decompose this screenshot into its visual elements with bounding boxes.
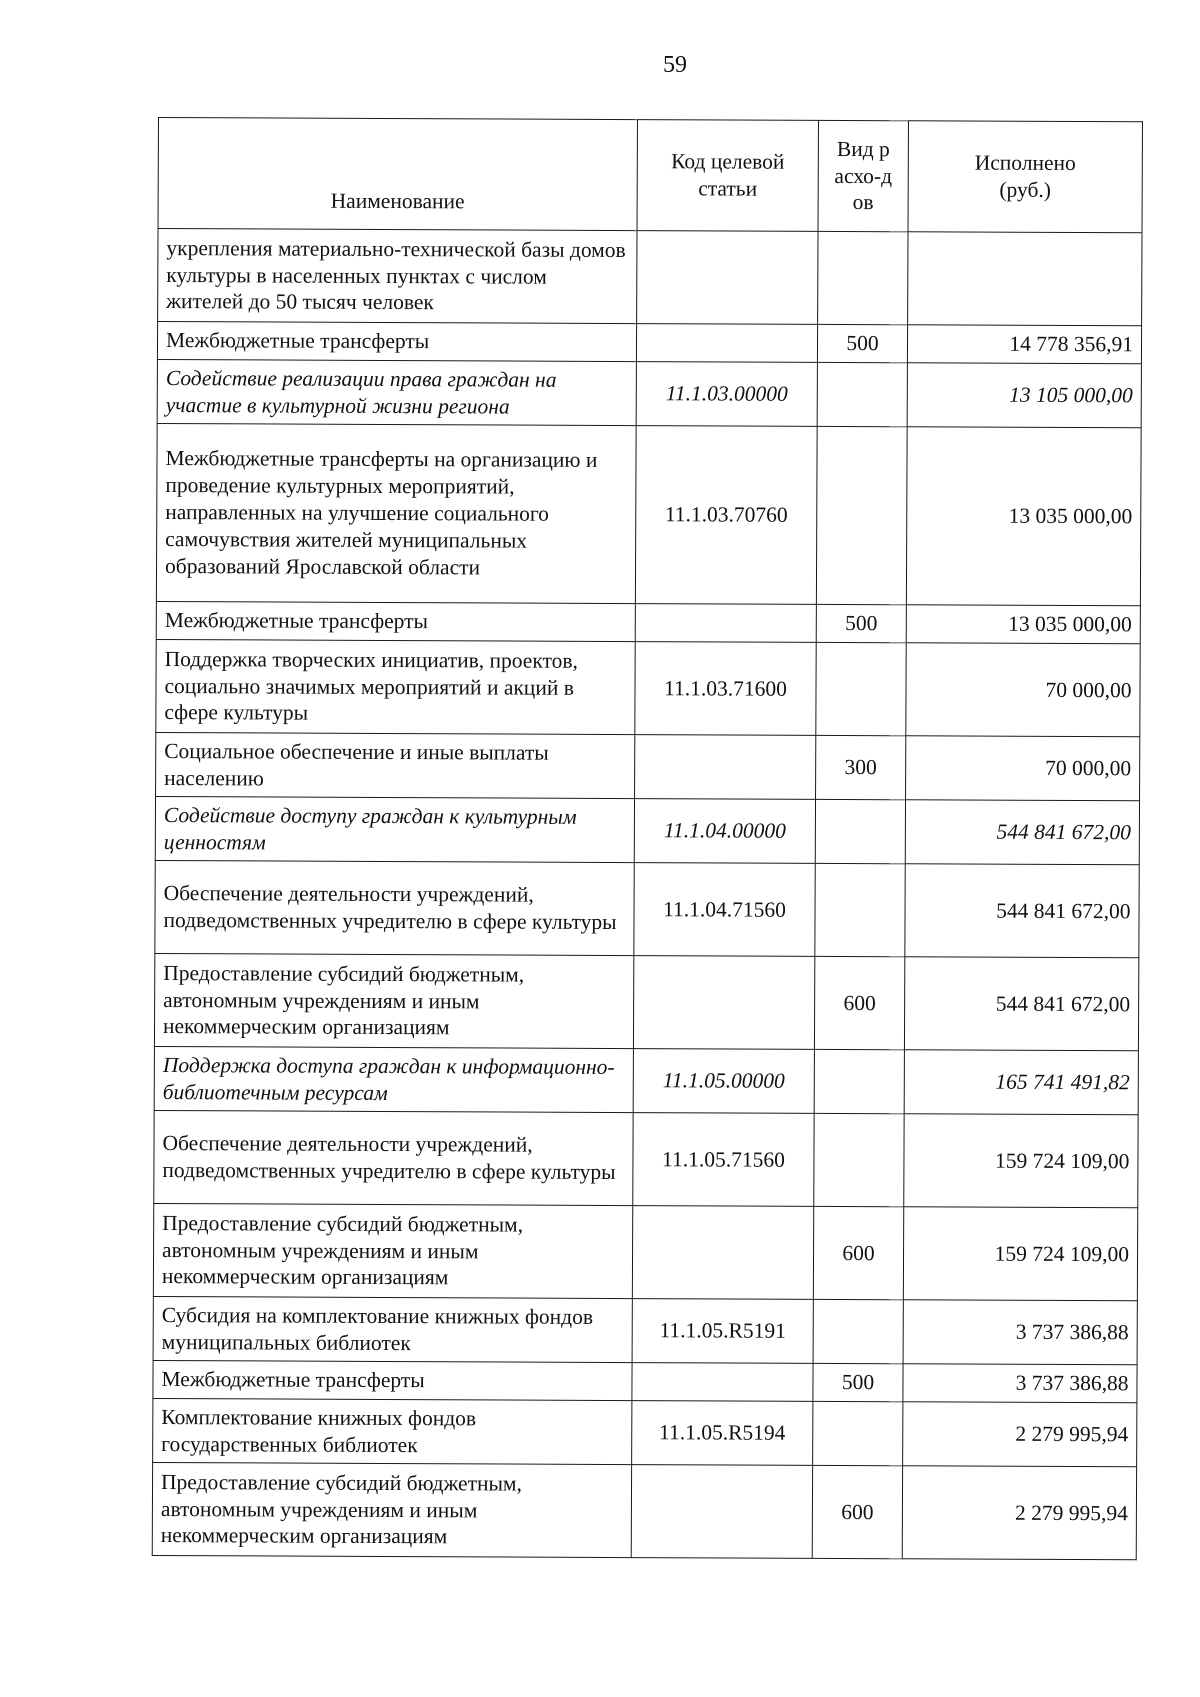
cell-sum: 13 035 000,00 [906, 427, 1141, 606]
cell-name: Поддержка творческих инициатив, проектов, социально значимых мероприятий и акций в сфере культуры [156, 639, 635, 734]
table-row [153, 1203, 1137, 1300]
table-row [155, 860, 1139, 957]
header-code [637, 120, 818, 232]
cell-name: Межбюджетные трансферты [156, 601, 635, 641]
cell-sum [908, 232, 1142, 326]
cell-name: Предоставление субсидий бюджетным, автономным учреждениям и иным некоммерческим организациям [154, 953, 633, 1048]
cell-code [632, 1363, 813, 1402]
cell-sum: 2 279 995,94 [902, 1466, 1136, 1560]
cell-code: 11.1.03.70760 [635, 426, 817, 605]
cell-code: 11.1.04.71560 [634, 863, 815, 957]
cell-code [637, 231, 818, 325]
cell-sum: 13 035 000,00 [906, 605, 1140, 644]
cell-type [815, 799, 905, 863]
cell-name: Комплектование книжных фондов государственных библиотек [153, 1398, 632, 1464]
budget-execution-table [152, 117, 1143, 1560]
cell-type [815, 863, 905, 956]
cell-code [636, 324, 817, 363]
cell-sum: 544 841 672,00 [904, 957, 1138, 1051]
cell-type: 500 [817, 324, 907, 362]
table-row [153, 1296, 1137, 1364]
table-row [156, 601, 1140, 643]
cell-sum: 2 279 995,94 [903, 1402, 1137, 1467]
cell-code: 11.1.03.00000 [636, 362, 817, 427]
cell-code [635, 735, 816, 800]
header-code-text: Код целевой статьи [671, 149, 785, 201]
cell-code: 11.1.05.71560 [633, 1113, 814, 1207]
cell-name: Обеспечение деятельности учреждений, подведомственных учредителю в сфере культуры [154, 1110, 633, 1205]
cell-type [817, 362, 907, 426]
cell-sum: 544 841 672,00 [905, 800, 1139, 865]
cell-name: Межбюджетные трансферты [153, 1360, 632, 1400]
cell-sum: 70 000,00 [906, 643, 1140, 737]
cell-type: 500 [816, 604, 906, 642]
page-number: 59 [663, 52, 687, 78]
header-sum-text: Исполнено (руб.) [974, 150, 1076, 202]
cell-type: 600 [814, 956, 904, 1049]
table-row [156, 639, 1140, 736]
table-row [153, 1398, 1137, 1466]
cell-sum: 3 737 386,88 [903, 1300, 1137, 1365]
cell-code: 11.1.04.00000 [634, 799, 815, 864]
cell-type: 600 [813, 1206, 903, 1299]
cell-code: 11.1.05.R5191 [632, 1299, 813, 1364]
cell-sum: 70 000,00 [906, 736, 1140, 801]
cell-sum: 159 724 109,00 [904, 1114, 1138, 1208]
cell-type [814, 1049, 904, 1113]
table-row [157, 322, 1141, 364]
table-row [155, 796, 1139, 864]
cell-code [633, 956, 814, 1050]
cell-name: Социальное обеспечение и иные выплаты населению [156, 732, 635, 798]
cell-sum: 165 741 491,82 [904, 1050, 1138, 1115]
cell-type: 500 [813, 1363, 903, 1401]
cell-sum: 3 737 386,88 [903, 1364, 1137, 1403]
cell-name: Предоставление субсидий бюджетным, автономным учреждениям и иным некоммерческим организациям [152, 1462, 631, 1557]
header-sum [908, 121, 1142, 233]
cell-code: 11.1.05.R5194 [632, 1401, 813, 1466]
table-body [152, 229, 1142, 1560]
cell-type: 600 [812, 1465, 902, 1558]
table-row [153, 1360, 1137, 1402]
table-row [152, 1462, 1136, 1559]
cell-type [816, 642, 906, 735]
cell-type [818, 231, 908, 324]
cell-code: 11.1.05.00000 [633, 1049, 814, 1114]
cell-code: 11.1.03.71600 [635, 642, 816, 736]
cell-name: Содействие реализации права граждан на участие в культурной жизни региона [157, 359, 636, 425]
header-name: Наименование [158, 118, 637, 231]
cell-name: Межбюджетные трансферты на организацию и проведение культурных мероприятий, направленных на улучшение социального самочувствия жителей муниципальных образований Ярославской области [156, 423, 636, 603]
table-row [157, 359, 1141, 427]
cell-name: Межбюджетные трансферты [157, 322, 636, 362]
cell-sum: 159 724 109,00 [903, 1207, 1137, 1301]
cell-name: Субсидия на комплектование книжных фондов муниципальных библиотек [153, 1296, 632, 1362]
cell-type [813, 1299, 903, 1363]
header-type-text: Вид расхо-дов [834, 136, 893, 215]
table-row [154, 1110, 1138, 1207]
cell-type: 300 [816, 735, 906, 799]
table-row [154, 1046, 1138, 1114]
cell-code [635, 604, 816, 643]
cell-code [631, 1465, 812, 1559]
table-row [156, 423, 1141, 605]
table-row [156, 732, 1140, 800]
cell-type [814, 1113, 904, 1206]
cell-type [813, 1401, 903, 1465]
cell-code [632, 1206, 813, 1300]
cell-name: укрепления материально-технической базы домов культуры в населенных пунктах с числом жителей до 50 тысяч человек [158, 229, 637, 324]
cell-type [816, 426, 907, 604]
cell-sum: 13 105 000,00 [907, 363, 1141, 428]
cell-name: Содействие доступу граждан к культурным ценностям [155, 796, 634, 862]
table-row [158, 229, 1142, 326]
header-type [818, 120, 908, 231]
table-header-row [158, 118, 1142, 233]
cell-sum: 544 841 672,00 [905, 864, 1139, 958]
table-row [154, 953, 1138, 1050]
cell-sum: 14 778 356,91 [907, 325, 1141, 364]
cell-name: Обеспечение деятельности учреждений, подведомственных учредителю в сфере культуры [155, 860, 634, 955]
cell-name: Предоставление субсидий бюджетным, автономным учреждениям и иным некоммерческим организациям [153, 1203, 632, 1298]
cell-name: Поддержка доступа граждан к информационно-библиотечным ресурсам [154, 1046, 633, 1112]
